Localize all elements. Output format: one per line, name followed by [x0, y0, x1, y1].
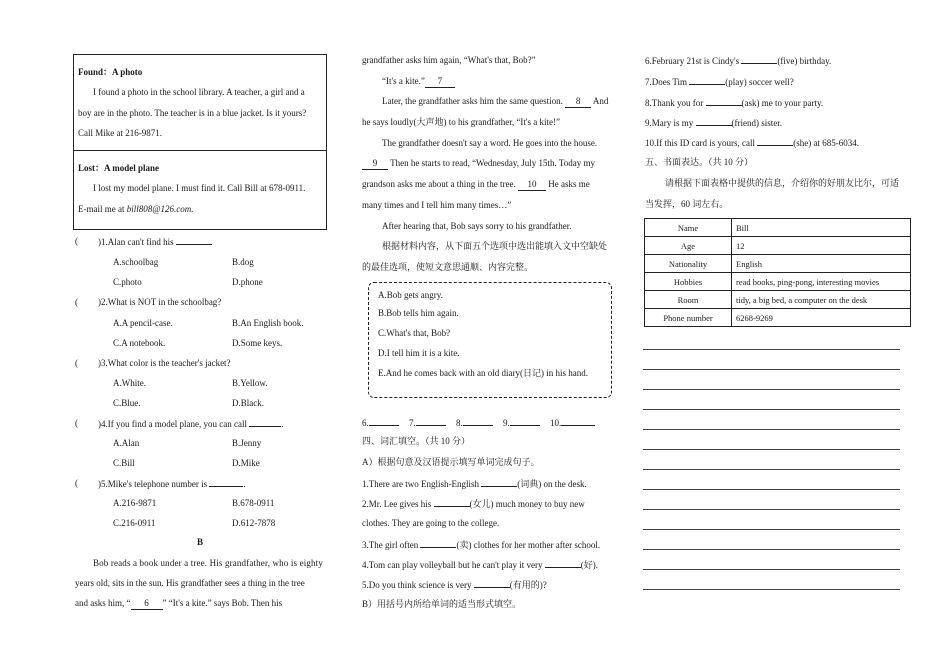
q2-opt-d[interactable]: D.Some keys. [232, 338, 283, 348]
rq10-a: 10.If this ID card is yours, call [645, 138, 755, 148]
story-mid-line-7 [362, 178, 590, 191]
s4-sentence-1 [362, 477, 587, 490]
row-value: tidy, a big bed, a computer on the desk [732, 291, 911, 309]
story-mid-7b: He asks me [548, 179, 590, 189]
table-row [645, 219, 911, 237]
rq8-a: 8.Thank you for [645, 98, 704, 108]
section-5-prompt-1: 请根据下面表格中提供的信息，介绍你的好朋友比尔，可适 [665, 178, 900, 188]
found-title: Found：A photo [78, 67, 143, 77]
rq6-a: 6.February 21st is Cindy's [645, 56, 740, 66]
answer-label-7: 7. [409, 418, 416, 428]
table-row [645, 291, 911, 309]
rq6-blank[interactable] [741, 54, 777, 64]
q1-blank[interactable] [176, 235, 212, 245]
lost-line-2 [78, 203, 194, 215]
writing-line[interactable] [643, 589, 900, 590]
right-q-9 [645, 116, 782, 129]
s4-sentence-5 [362, 578, 547, 591]
story-mid-line-1: grandfather asks him again, “What's that, Bob?” [362, 55, 536, 65]
q2-stem: )2.What is NOT in the schoolbag? [98, 297, 222, 307]
story-mid-line-4: he says loudly(大声地) to his grandfather, “It's a kite!” [362, 117, 560, 127]
q4-blank[interactable] [249, 417, 284, 429]
rq7-a: 7.Does Tim [645, 77, 688, 87]
s2-b: (女儿) much money to buy new [469, 499, 585, 509]
answer-blank-9[interactable] [510, 416, 540, 426]
story-mid-3a: Later, the grandfather asks him the same question. [382, 96, 563, 106]
writing-line[interactable] [643, 569, 900, 570]
rq7-b: (play) soccer well? [725, 77, 794, 87]
s4-sentence-2 [362, 497, 585, 510]
q1-opt-a[interactable]: A.schoolbag [113, 257, 159, 267]
story-left-3b: ” “It's a kite.” says Bob. Then his [162, 598, 283, 608]
writing-line[interactable] [643, 429, 900, 430]
writing-line[interactable] [643, 449, 900, 450]
story-mid-2a: “It's a kite.” [382, 76, 425, 86]
q3-opt-b[interactable]: B.Yellow. [232, 378, 268, 388]
writing-line[interactable] [643, 469, 900, 470]
rq8-b: (ask) me to your party. [741, 98, 824, 108]
s5-blank[interactable] [474, 578, 510, 588]
row-key: Room [645, 291, 732, 309]
answer-label-10: 10. [550, 418, 562, 428]
q1-stem [98, 235, 212, 248]
story-mid-3b: And [592, 96, 609, 106]
row-key: Hobbies [645, 273, 732, 291]
q3-opt-c[interactable]: C.Blue. [113, 398, 141, 408]
blank-8[interactable]: 8 [565, 95, 591, 108]
s4-sentence-2-cont: clothes. They are going to the college. [362, 518, 500, 528]
q4-stem [98, 417, 283, 430]
writing-line[interactable] [643, 349, 900, 350]
q4-opt-a[interactable]: A.Alan [113, 438, 140, 448]
right-q-10 [645, 136, 859, 149]
q4-opt-d[interactable]: D.Mike [232, 458, 260, 468]
table-row [645, 273, 911, 291]
row-value: 6268-9269 [732, 309, 911, 327]
q4-opt-c[interactable]: C.Bill [113, 458, 135, 468]
answer-row [362, 416, 595, 429]
story-mid-line-8: many times and I tell him many times…” [362, 200, 512, 210]
story-left-line-3 [75, 597, 282, 610]
writing-line[interactable] [643, 409, 900, 410]
writing-line[interactable] [643, 489, 900, 490]
lost-email: bill808@126.com. [126, 204, 194, 214]
section-5-title: 五、书面表达。（共 10 分） [645, 157, 754, 167]
q4-end: . [281, 419, 284, 429]
lost-title: Lost：A model plane [78, 163, 160, 173]
table-row [645, 237, 911, 255]
found-line-1: I found a photo in the school library. A teacher, a girl and a [93, 87, 305, 97]
row-key: Nationality [645, 255, 732, 273]
blank-10[interactable]: 10 [518, 178, 546, 191]
found-line-3: Call Mike at 216-9871. [78, 128, 162, 138]
story-mid-line-3 [382, 95, 608, 108]
s3-b: (卖) clothes for her mother after school. [456, 540, 601, 550]
rq8-blank[interactable] [706, 96, 742, 106]
right-q-7 [645, 75, 794, 88]
row-key: Name [645, 219, 732, 237]
rq9-a: 9.Mary is my [645, 118, 694, 128]
rq10-b: (she) at 685-6034. [793, 138, 859, 148]
story-mid-7a: grandson asks me about a thing in the tree. [362, 179, 516, 189]
q5-stem [98, 477, 246, 490]
answer-label-8: 8. [456, 418, 463, 428]
row-value: English [732, 255, 911, 273]
s2-blank[interactable] [434, 497, 470, 507]
q4-opt-b[interactable]: B.Jenny [232, 438, 262, 448]
s4-b: (好). [580, 560, 598, 570]
row-key: Age [645, 237, 732, 255]
found-line-2: boy are in the photo. The teacher is in a blue jacket. Is it yours? [78, 108, 307, 118]
table-row [645, 309, 911, 327]
answer-blank-7[interactable] [416, 416, 446, 426]
q5-opt-a[interactable]: A.216-9871 [113, 498, 157, 508]
writing-line[interactable] [643, 549, 900, 550]
row-value: read books, ping-pong, interesting movies [732, 273, 911, 291]
choice-c: C.What's that, Bob? [378, 328, 451, 338]
instruction-line-2: 的最佳选项，使短文意思通顺、内容完整。 [362, 262, 534, 272]
q4-paren: ( [75, 418, 78, 428]
story-left-line-1: Bob reads a book under a tree. His grandfather, who is eighty [93, 558, 323, 568]
q3-opt-a[interactable]: A.White. [113, 378, 146, 388]
blank-7[interactable]: 7 [425, 75, 455, 88]
choice-b: B.Bob tells him again. [378, 308, 459, 318]
q2-opt-a[interactable]: A.A pencil-case. [113, 318, 173, 328]
q5-end: . [243, 479, 246, 489]
table-row [645, 255, 911, 273]
rq9-b: (friend) sister. [731, 118, 782, 128]
choice-a: A.Bob gets angry. [378, 290, 443, 300]
writing-line[interactable] [643, 509, 900, 510]
q5-stem-text: )5.Mike's telephone number is [98, 479, 208, 489]
s1-blank[interactable] [481, 477, 517, 487]
q1-opt-c[interactable]: C.photo [113, 277, 142, 287]
section-4b-title: B）用括号内所给单词的适当形式填空。 [362, 599, 522, 609]
q1-stem-text: )1.Alan can't find his [98, 237, 174, 247]
rq9-blank[interactable] [696, 116, 732, 126]
s1-b: (词典) on the desk. [517, 479, 587, 489]
right-q-6 [645, 54, 831, 67]
section-b-heading: B [197, 537, 204, 547]
writing-line[interactable] [643, 369, 900, 370]
q1-opt-b[interactable]: B.dog [232, 257, 254, 267]
choice-d: D.I tell him it is a kite. [378, 348, 460, 358]
q3-paren: ( [75, 358, 78, 368]
answer-blank-8[interactable] [463, 416, 493, 426]
s5-a: 5.Do you think science is very [362, 580, 472, 590]
lost-line-1: I lost my model plane. I must find it. Call Bill at 678-0911. [93, 183, 306, 193]
rq6-b: (five) birthday. [777, 56, 832, 66]
s3-a: 3.The girl often [362, 540, 419, 550]
writing-line[interactable] [643, 389, 900, 390]
answer-label-6: 6. [362, 418, 369, 428]
s4-sentence-4 [362, 558, 598, 571]
row-value: Bill [732, 219, 911, 237]
s2-a: 2.Mr. Lee gives his [362, 499, 432, 509]
q1-paren: ( [75, 236, 78, 246]
story-mid-line-6 [362, 157, 595, 170]
blank-9[interactable]: 9 [362, 157, 388, 170]
q5-blank[interactable] [209, 477, 246, 489]
s1-a: 1.There are two English-English [362, 479, 479, 489]
lost-email-label: E-mail me at [78, 204, 127, 214]
story-mid-line-2 [382, 75, 455, 88]
story-left-3a: and asks him, “ [75, 598, 131, 608]
section-5-prompt-2: 当发挥，60 词左右。 [645, 199, 729, 209]
q1-opt-d[interactable]: D.phone [232, 277, 263, 287]
s4-a: 4.Tom can play volleyball but he can't play it very [362, 560, 543, 570]
right-q-8 [645, 96, 823, 109]
info-table [644, 218, 911, 327]
q3-stem: )3.What color is the teacher's jacket? [98, 358, 231, 368]
answer-label-9: 9. [503, 418, 510, 428]
s5-b: (有用的)? [509, 580, 547, 590]
blank-6[interactable]: 6 [131, 597, 163, 610]
section-4a-title: A）根据句意及汉语提示填写单词完成句子。 [362, 457, 540, 467]
notice-divider [74, 150, 326, 151]
q5-opt-b[interactable]: B.678-0911 [232, 498, 275, 508]
q2-opt-b[interactable]: B.An English book. [232, 318, 304, 328]
row-key: Phone number [645, 309, 732, 327]
choice-e: E.And he comes back with an old diary(日记) in his hand. [378, 368, 588, 378]
story-mid-6b: Then he starts to read, “Wednesday, July 15th. Today my [390, 158, 595, 168]
q3-opt-d[interactable]: D.Black. [232, 398, 264, 408]
rq7-blank[interactable] [689, 75, 725, 85]
q5-paren: ( [75, 478, 78, 488]
s4-blank[interactable] [545, 558, 581, 568]
instruction-line-1: 根据材料内容，从下面五个选项中选出能填入文中空缺处 [382, 241, 608, 251]
s3-blank[interactable] [420, 538, 456, 548]
writing-line[interactable] [643, 529, 900, 530]
rq10-blank[interactable] [757, 136, 793, 146]
answer-blank-10[interactable] [561, 416, 595, 426]
row-value: 12 [732, 237, 911, 255]
section-4-title: 四、词汇填空。（共 10 分） [362, 436, 471, 446]
story-left-line-2: years old, sits in the sun. His grandfather sees a thing in the tree [75, 578, 305, 588]
q2-opt-c[interactable]: C.A notebook. [113, 338, 166, 348]
q5-opt-d[interactable]: D.612-7878 [232, 518, 276, 528]
s4-sentence-3 [362, 538, 600, 551]
q5-opt-c[interactable]: C.216-0911 [113, 518, 156, 528]
story-mid-line-5: The grandfather doesn't say a word. He goes into the house. [382, 138, 598, 148]
q4-stem-text: )4.If you find a model plane, you can call [98, 419, 247, 429]
answer-blank-6[interactable] [369, 416, 399, 426]
story-mid-line-9: After hearing that, Bob says sorry to his grandfather. [382, 221, 572, 231]
q2-paren: ( [75, 297, 78, 307]
